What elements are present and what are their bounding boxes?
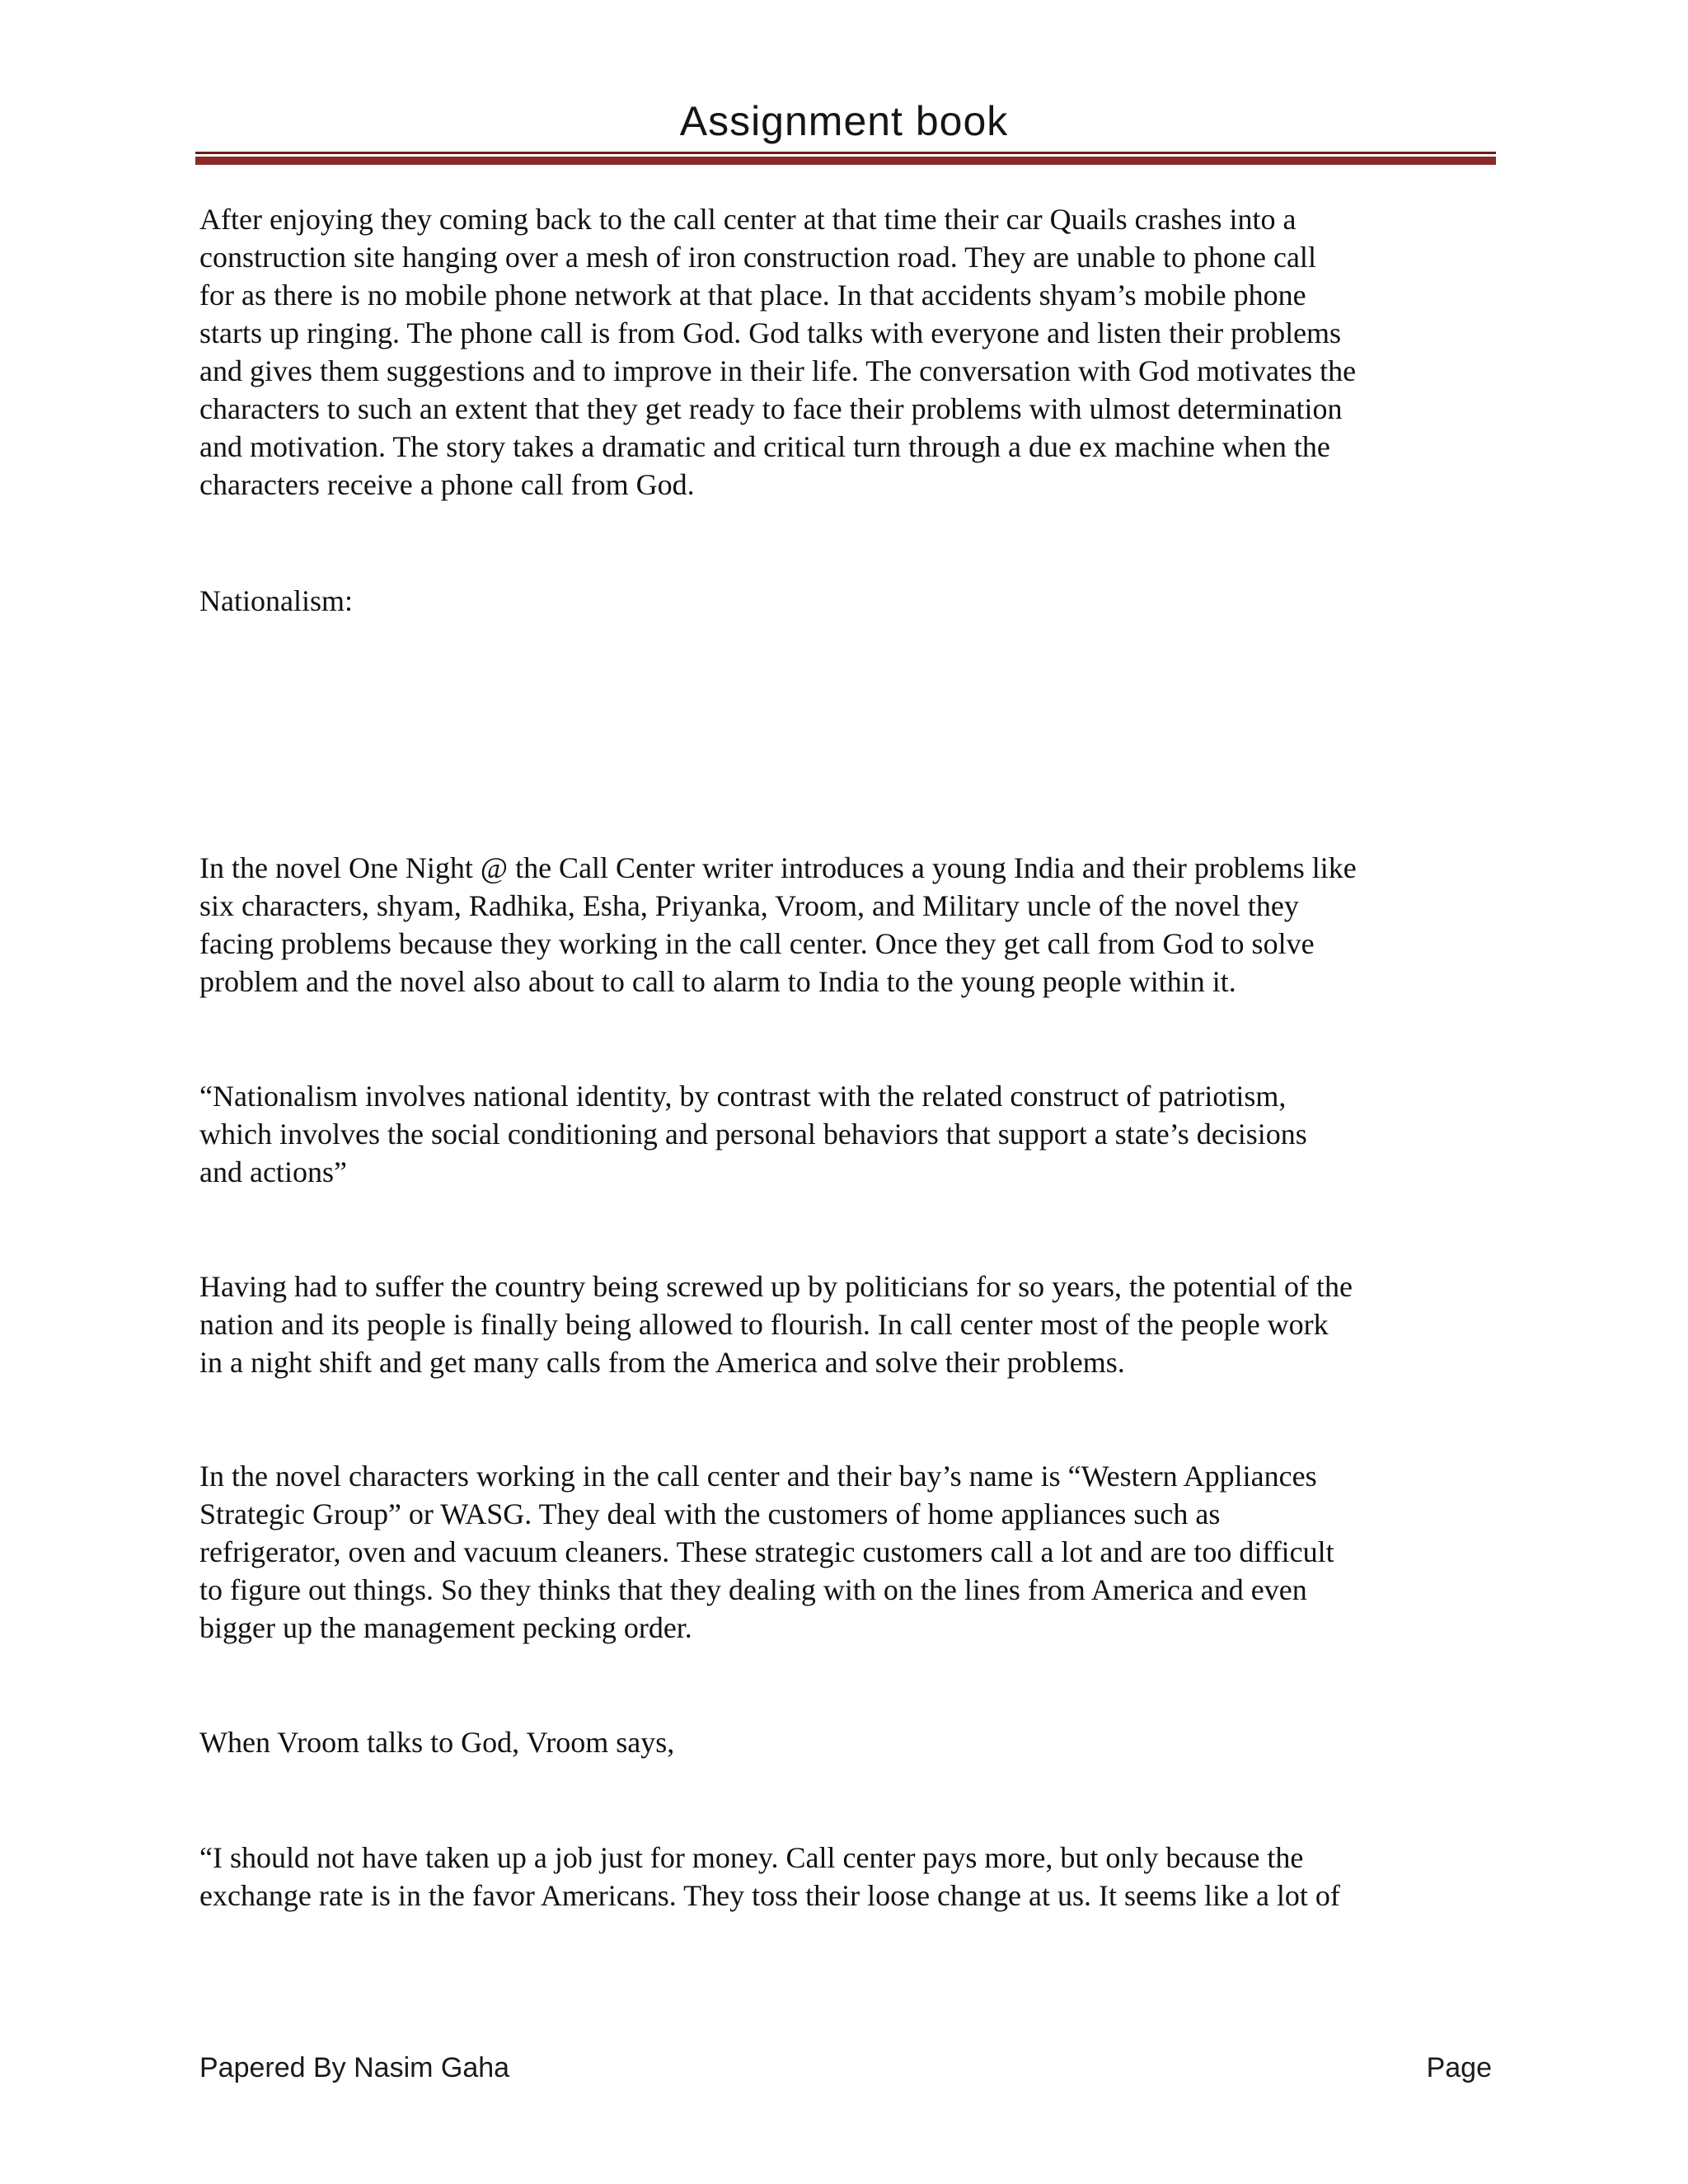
text-line: six characters, shyam, Radhika, Esha, Priyanka, Vroom, and Military uncle of the novel they	[199, 889, 1299, 922]
text-line: Having had to suffer the country being screwed up by politicians for so years, the potential of the	[199, 1270, 1353, 1303]
paragraph-car-crash	[199, 200, 1498, 504]
text-line: “I should not have taken up a job just for money. Call center pays more, but only because the	[199, 1841, 1304, 1874]
text-line: facing problems because they working in the call center. Once they get call from God to solve	[199, 927, 1315, 960]
heading-text: Nationalism:	[199, 584, 353, 617]
text-line: nation and its people is finally being allowed to flourish. In call center most of the people work	[199, 1308, 1329, 1341]
text-line: exchange rate is in the favor Americans. They toss their loose change at us. It seems like a lot of	[199, 1879, 1340, 1912]
text-line: to figure out things. So they thinks that they dealing with on the lines from America and even	[199, 1573, 1307, 1606]
text-line: characters to such an extent that they get ready to face their problems with ulmost determination	[199, 392, 1343, 425]
text-line: refrigerator, oven and vacuum cleaners. These strategic customers call a lot and are too difficult	[199, 1535, 1334, 1568]
text-line: When Vroom talks to God, Vroom says,	[199, 1726, 675, 1759]
text-line: “Nationalism involves national identity, by contrast with the related construct of patriotism,	[199, 1080, 1287, 1113]
text-line: In the novel characters working in the call center and their bay’s name is “Western Appliances	[199, 1460, 1317, 1493]
paragraph-wasg	[199, 1457, 1498, 1647]
text-line: starts up ringing. The phone call is from God. God talks with everyone and listen their problems	[199, 316, 1342, 349]
text-line: In the novel One Night @ the Call Center writer introduces a young India and their problems like	[199, 851, 1357, 884]
text-line: and actions”	[199, 1155, 347, 1188]
paragraph-country-potential	[199, 1268, 1498, 1381]
text-line: After enjoying they coming back to the call center at that time their car Quails crashes into a	[199, 203, 1296, 236]
paragraph-novel-intro	[199, 849, 1498, 1001]
text-line: characters receive a phone call from God.	[199, 468, 695, 501]
header-divider-thin	[195, 152, 1496, 154]
text-line: and motivation. The story takes a dramatic and critical turn through a due ex machine when the	[199, 430, 1330, 463]
text-line: which involves the social conditioning and personal behaviors that support a state’s decisions	[199, 1118, 1307, 1151]
page-title: Assignment book	[679, 98, 1009, 144]
text-line: in a night shift and get many calls from the America and solve their problems.	[199, 1346, 1125, 1379]
paragraph-vroom-intro	[199, 1723, 1498, 1761]
text-line: bigger up the management pecking order.	[199, 1611, 692, 1644]
quote-nationalism-definition	[199, 1077, 1498, 1191]
text-line: problem and the novel also about to call to alarm to India to the young people within it.	[199, 965, 1236, 998]
section-heading-nationalism	[199, 582, 1498, 620]
quote-vroom	[199, 1839, 1498, 1915]
footer-page-label: Page	[1426, 2052, 1492, 2083]
text-line: construction site hanging over a mesh of iron construction road. They are unable to phone call	[199, 241, 1316, 274]
text-line: and gives them suggestions and to improve in their life. The conversation with God motivates the	[199, 354, 1357, 387]
text-line: for as there is no mobile phone network at that place. In that accidents shyam’s mobile phone	[199, 279, 1306, 312]
text-line: Strategic Group” or WASG. They deal with the customers of home appliances such as	[199, 1497, 1221, 1530]
footer-author: Papered By Nasim Gaha	[199, 2052, 510, 2083]
header-divider-thick	[195, 157, 1496, 165]
